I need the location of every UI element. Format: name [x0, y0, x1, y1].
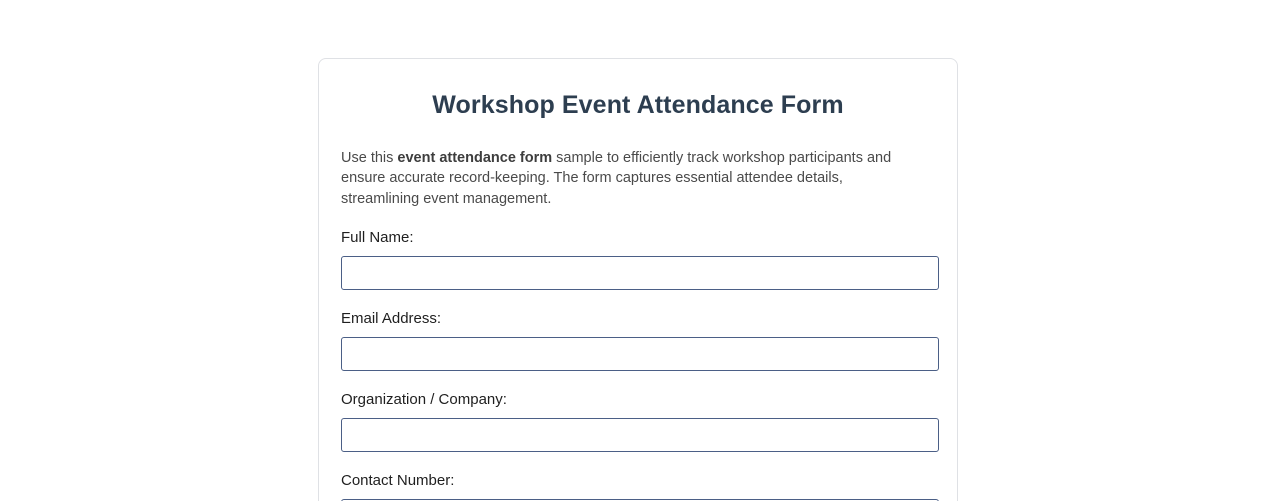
field-contact-number [341, 472, 935, 501]
form-description-before: Use this [341, 149, 398, 166]
form-description-after: sample to efficiently track workshop participants and ensure accurate record-keeping. The form captures essential attendee details, streamlining event management. [341, 149, 892, 207]
field-organization [341, 391, 935, 452]
page-title: Workshop Event Attendance Form [432, 91, 844, 119]
field-label-email-address: Email Address: [341, 310, 442, 328]
full-name-input[interactable] [341, 256, 939, 290]
organization-input[interactable] [341, 418, 939, 452]
field-label-full-name: Full Name: [341, 229, 414, 247]
email-address-input[interactable] [341, 337, 939, 371]
form-description [341, 148, 921, 210]
form-description-highlight: event attendance form [397, 149, 553, 166]
field-full-name [341, 229, 935, 290]
attendance-form-card [318, 58, 958, 501]
field-email-address [341, 310, 935, 371]
field-label-contact-number: Contact Number: [341, 472, 455, 490]
field-label-organization: Organization / Company: [341, 391, 507, 409]
